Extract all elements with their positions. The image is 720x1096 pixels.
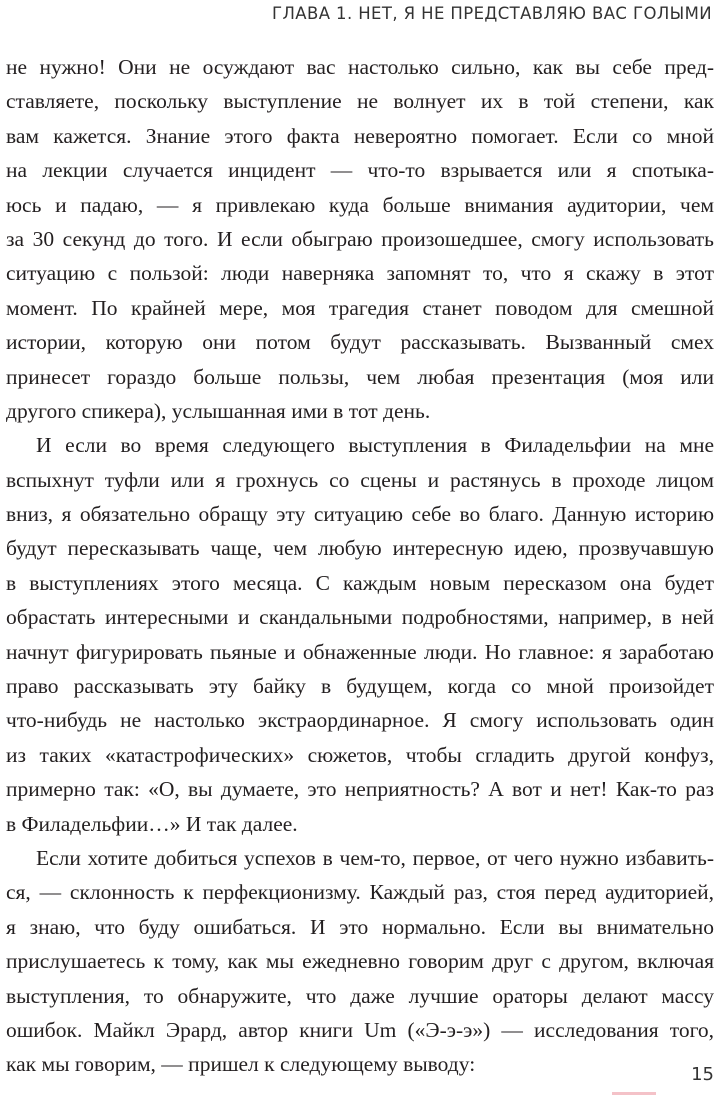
- text-line: начнут фигурировать пьяные и обнаженные люди. Но главное: я заработаю: [6, 639, 714, 664]
- text-line: ставляете, поскольку выступление не волнует их в той степени, как: [6, 89, 714, 114]
- text-line: что-нибудь не настолько экстраординарное. Я смогу использовать один: [6, 708, 714, 733]
- text-line: право рассказывать эту байку в будущем, когда со мной произойдет: [6, 674, 714, 699]
- text-line: вспыхнут туфли или я грохнусь со сцены и растянусь в проходе лицом: [6, 467, 714, 492]
- text-line: на лекции случается инцидент — что-то взрывается или я спотыка-: [6, 158, 714, 183]
- page-number: 15: [691, 1064, 714, 1085]
- text-line: не нужно! Они не осуждают вас настолько сильно, как вы себе пред-: [6, 55, 714, 79]
- running-header: ГЛАВА 1. НЕТ, Я НЕ ПРЕДСТАВЛЯЮ ВАС ГОЛЫМИ: [272, 4, 712, 23]
- page-edge-mark: [612, 1092, 656, 1095]
- text-line: другого спикера), услышанная ими в тот день.: [6, 398, 431, 423]
- text-line: принесет гораздо больше пользы, чем любая презентация (моя или: [6, 364, 714, 389]
- body-text: [6, 50, 714, 1082]
- text-line: истории, которую они потом будут рассказывать. Вызванный смех: [6, 330, 714, 355]
- text-line: из таких «катастрофических» сюжетов, чтобы сгладить другой конфуз,: [6, 742, 714, 767]
- text-line: я знаю, что буду ошибаться. И это нормально. Если вы внимательно: [6, 914, 714, 939]
- text-line: юсь и падаю, — я привлекаю куда больше внимания аудитории, чем: [6, 192, 714, 217]
- text-line: обрастать интересными и скандальными подробностями, например, в ней: [6, 605, 714, 630]
- text-line: будут пересказывать чаще, чем любую интересную идею, прозвучавшую: [6, 536, 714, 561]
- text-line: выступления, то обнаружите, что даже лучшие ораторы делают массу: [6, 983, 714, 1008]
- text-line: в выступлениях этого месяца. С каждым новым пересказом она будет: [6, 570, 714, 595]
- text-line: момент. По крайней мере, моя трагедия станет поводом для смешной: [6, 295, 714, 320]
- paragraph: [6, 50, 714, 428]
- text-line: вниз, я обязательно обращу эту ситуацию себе во благо. Данную историю: [6, 502, 714, 527]
- text-line: примерно так: «О, вы думаете, это неприятность? А вот и нет! Как-то раз: [6, 777, 714, 802]
- text-line: как мы говорим, — пришел к следующему выводу:: [6, 1052, 476, 1077]
- text-line: в Филадельфии…» И так далее.: [6, 811, 298, 836]
- text-line: Если хотите добиться успехов в чем-то, первое, от чего нужно избавить-: [36, 845, 714, 870]
- text-line: ошибок. Майкл Эрард, автор книги Um («Э-э-э») — исследования того,: [6, 1017, 714, 1042]
- text-line: ситуацию с пользой: люди наверняка запомнят то, что я скажу в этот: [6, 261, 714, 286]
- text-line: И если во время следующего выступления в Филадельфии на мне: [36, 433, 714, 458]
- text-line: ся, — склонность к перфекционизму. Каждый раз, стоя перед аудиторией,: [6, 880, 714, 905]
- text-line: вам кажется. Знание этого факта невероятно помогает. Если со мной: [6, 123, 714, 148]
- text-line: прислушаетесь к тому, как мы ежедневно говорим друг с другом, включая: [6, 949, 714, 974]
- paragraph: [6, 841, 714, 1082]
- text-line: за 30 секунд до того. И если обыграю произошедшее, смогу использовать: [6, 226, 714, 251]
- paragraph: [6, 428, 714, 841]
